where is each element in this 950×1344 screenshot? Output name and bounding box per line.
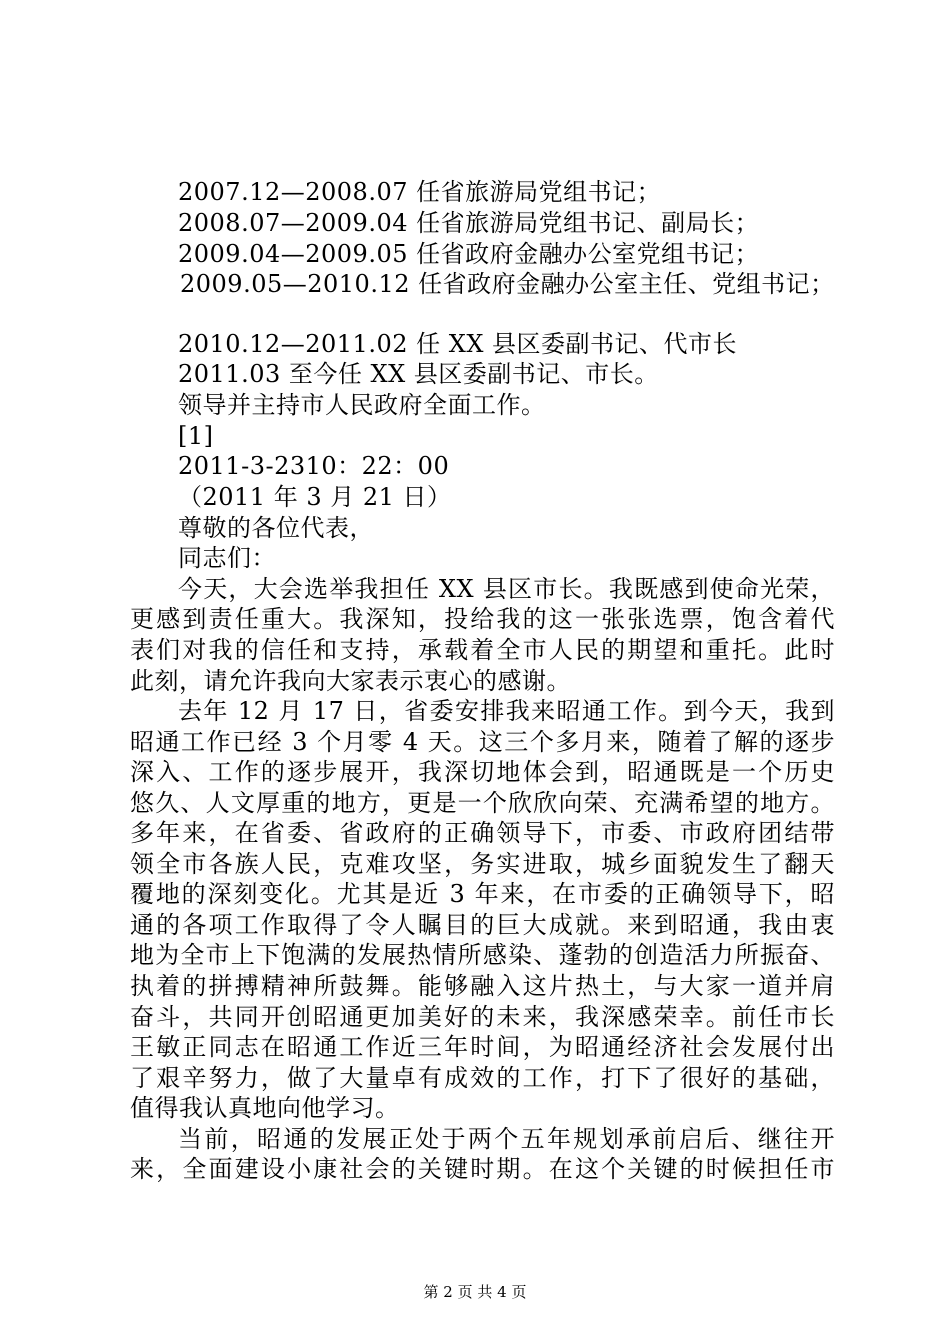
resume-line: 2008.07—2009.04 任省旅游局党组书记、副局长； — [178, 209, 760, 237]
paragraph-line: 去年 12 月 17 日，省委安排我来昭通工作。到今天，我到 — [178, 697, 835, 725]
paragraph-line: 通的各项工作取得了令人瞩目的巨大成就。来到昭通，我由衷 — [130, 911, 835, 939]
paragraph-line: 表们对我的信任和支持，承载着全市人民的期望和重托。此时 — [130, 636, 835, 664]
paragraph-line: 昭通工作已经 3 个月零 4 天。这三个多月来，随着了解的逐步 — [130, 728, 835, 756]
salutation: 同志们： — [178, 544, 276, 572]
reference-mark: [1] — [178, 422, 214, 450]
paragraph-line: 奋斗，共同开创昭通更加美好的未来，我深感荣幸。前任市长 — [130, 1003, 835, 1031]
paragraph-line: 悠久、人文厚重的地方，更是一个欣欣向荣、充满希望的地方。 — [130, 789, 835, 817]
resume-line: 2011.03 至今任 XX 县区委副书记、市长。 — [178, 360, 659, 388]
paragraph-line: 值得我认真地向他学习。 — [130, 1094, 400, 1122]
resume-line: 2010.12—2011.02 任 XX 县区委副书记、代市长 — [178, 330, 738, 358]
page-number-footer: 第 2 页 共 4 页 — [423, 1283, 527, 1301]
timestamp: 2011-3-2310：22：00 — [178, 452, 450, 480]
paragraph-line: 覆地的深刻变化。尤其是近 3 年来，在市委的正确领导下，昭 — [130, 880, 835, 908]
paragraph-line: 深入、工作的逐步展开，我深切地体会到，昭通既是一个历史 — [130, 758, 835, 786]
paragraph-line: 王敏正同志在昭通工作近三年时间，为昭通经济社会发展付出 — [130, 1033, 835, 1061]
paragraph-line: 当前，昭通的发展正处于两个五年规划承前启后、继往开 — [178, 1125, 835, 1153]
speech-date: （2011 年 3 月 21 日） — [178, 483, 452, 511]
paragraph-line: 此刻，请允许我向大家表示衷心的感谢。 — [130, 667, 571, 695]
resume-line: 领导并主持市人民政府全面工作。 — [178, 391, 546, 419]
paragraph-line: 了艰辛努力，做了大量卓有成效的工作，打下了很好的基础， — [130, 1064, 835, 1092]
paragraph-line: 多年来，在省委、省政府的正确领导下，市委、市政府团结带 — [130, 819, 835, 847]
resume-line: 2009.05—2010.12 任省政府金融办公室主任、党组书记； — [180, 270, 835, 298]
paragraph-line: 来，全面建设小康社会的关键时期。在这个关键的时候担任市 — [130, 1155, 835, 1183]
paragraph-line: 执着的拼搏精神所鼓舞。能够融入这片热土，与大家一道并肩 — [130, 972, 835, 1000]
resume-line: 2007.12—2008.07 任省旅游局党组书记； — [178, 178, 662, 206]
resume-line: 2009.04—2009.05 任省政府金融办公室党组书记； — [178, 240, 760, 268]
paragraph-line: 地为全市上下饱满的发展热情所感染、蓬勃的创造活力所振奋、 — [130, 941, 835, 969]
paragraph-line: 领全市各族人民，克难攻坚，务实进取，城乡面貌发生了翻天 — [130, 850, 835, 878]
paragraph-line: 今天，大会选举我担任 XX 县区市长。我既感到使命光荣， — [178, 575, 835, 603]
paragraph-line: 更感到责任重大。我深知，投给我的这一张张选票，饱含着代 — [130, 605, 835, 633]
salutation: 尊敬的各位代表， — [178, 514, 374, 542]
